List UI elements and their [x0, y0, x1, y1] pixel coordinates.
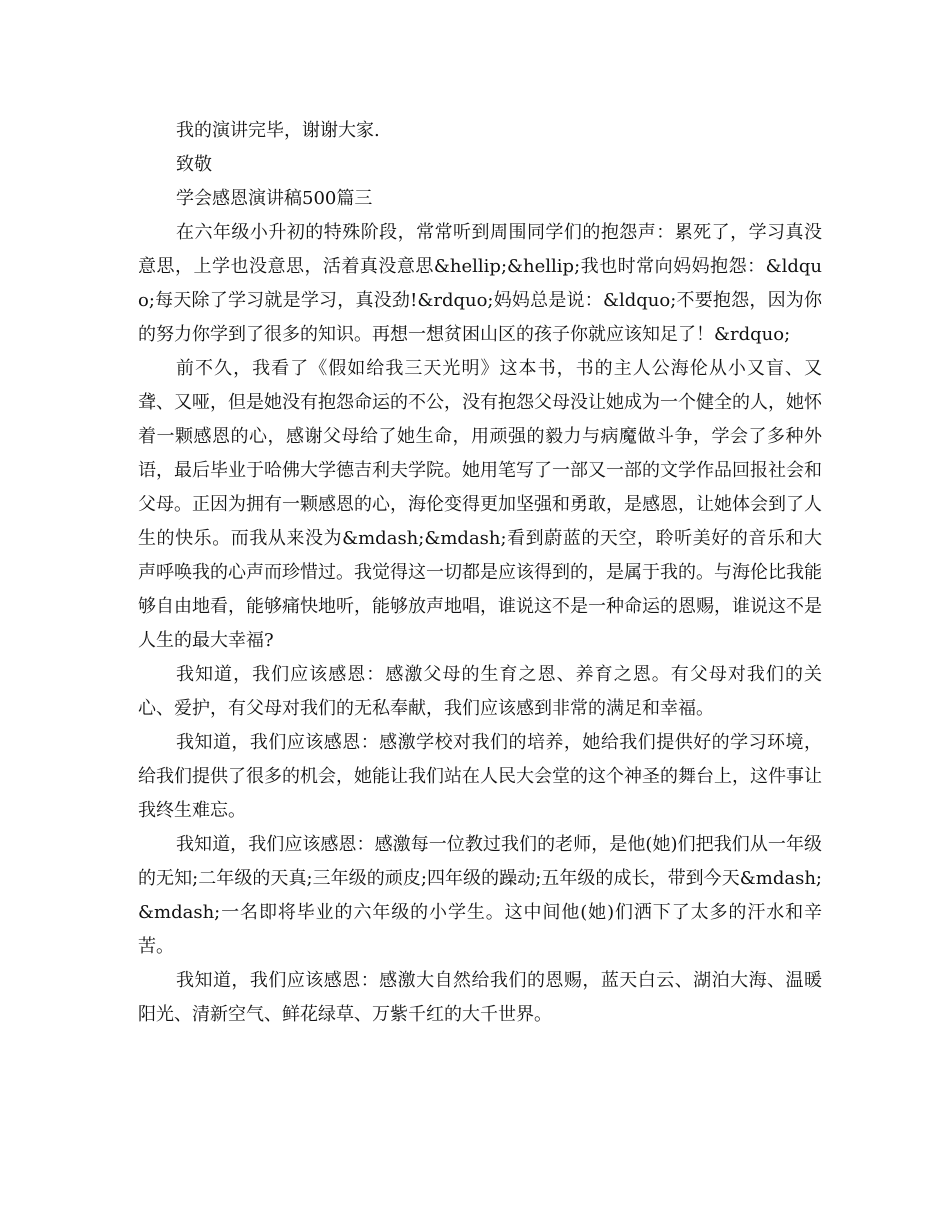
closing-line: 我的演讲完毕，谢谢大家.	[176, 120, 380, 141]
paragraph-gratitude-school: 我知道，我们应该感恩：感激学校对我们的培养，她给我们提供好的学习环境，给我们提供了很多的机会，她能让我们站在人民大会堂的这个神圣的舞台上，这件事让我终生难忘。	[138, 732, 822, 821]
document-body	[138, 114, 822, 1032]
paragraph-gratitude-nature: 我知道，我们应该感恩：感激大自然给我们的恩赐，蓝天白云、湖泊大海、温暖阳光、清新空气、鲜花绿草、万紫千红的大千世界。	[138, 970, 822, 1025]
section-title: 学会感恩演讲稿500篇三	[176, 188, 373, 209]
paragraph-gratitude-parents: 我知道，我们应该感恩：感激父母的生育之恩、养育之恩。有父母对我们的关心、爱护，有父母对我们的无私奉献，我们应该感到非常的满足和幸福。	[138, 664, 822, 719]
paragraph-complaints: 在六年级小升初的特殊阶段，常常听到周围同学们的抱怨声：累死了，学习真没意思，上学也没意思，活着真没意思&hellip;&hellip;我也时常向妈妈抱怨：&ldquo;每天除了学习就是学习，真没劲!&rdquo;妈妈总是说：&ldquo;不要抱怨，因为你的努力你学到了很多的知识。再想一想贫困山区的孩子你就应该知足了！&rdquo;	[138, 222, 822, 345]
paragraph-gratitude-teachers: 我知道，我们应该感恩：感激每一位教过我们的老师，是他(她)们把我们从一年级的无知;二年级的天真;三年级的顽皮;四年级的躁动;五年级的成长，带到今天&mdash;&mdash;一名即将毕业的六年级的小学生。这中间他(她)们洒下了太多的汗水和辛苦。	[138, 834, 822, 957]
paragraph-helen-keller: 前不久，我看了《假如给我三天光明》这本书，书的主人公海伦从小又盲、又聋、又哑，但是她没有抱怨命运的不公，没有抱怨父母没让她成为一个健全的人，她怀着一颗感恩的心，感谢父母给了她生命，用顽强的毅力与病魔做斗争，学会了多种外语，最后毕业于哈佛大学德吉利夫学院。她用笔写了一部又一部的文学作品回报社会和父母。正因为拥有一颗感恩的心，海伦变得更加坚强和勇敢，是感恩，让她体会到了人生的快乐。而我从来没为&mdash;&mdash;看到蔚蓝的天空，聆听美好的音乐和大声呼唤我的心声而珍惜过。我觉得这一切都是应该得到的，是属于我的。与海伦比我能够自由地看，能够痛快地听，能够放声地唱，谁说这不是一种命运的恩赐，谁说这不是人生的最大幸福?	[138, 358, 822, 651]
salutation: 致敬	[176, 154, 212, 175]
